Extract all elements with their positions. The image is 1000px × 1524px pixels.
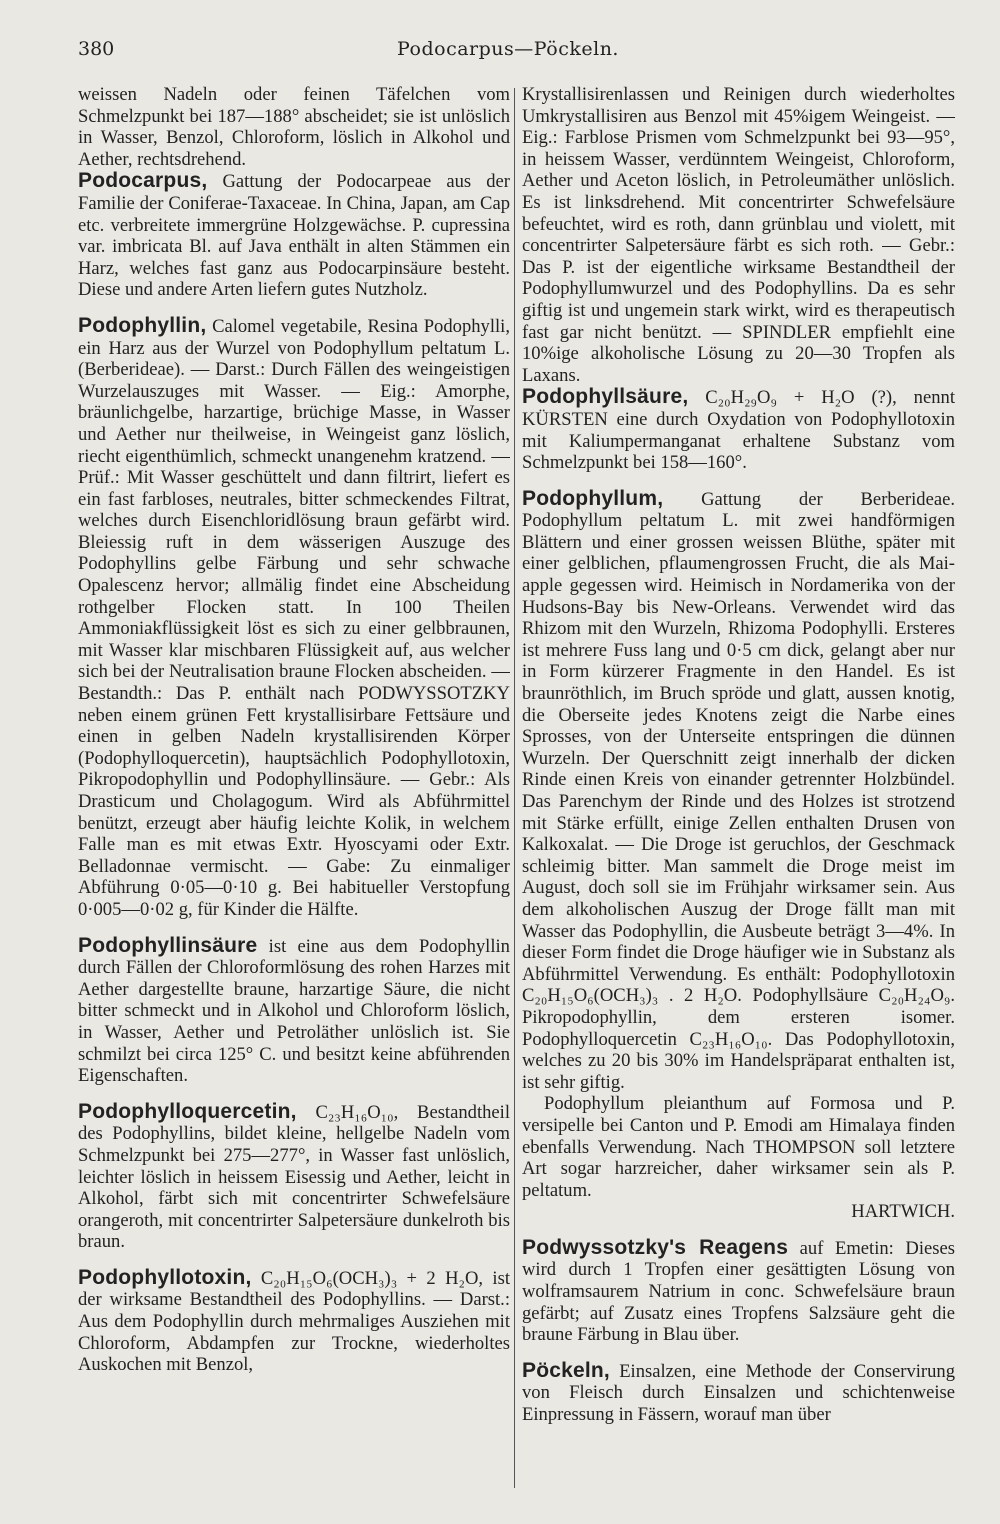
running-head: Podocarpus—Pöckeln. xyxy=(397,38,619,60)
entry-podophyllsaeure xyxy=(522,386,955,473)
entry-headword: Podophylloquercetin, xyxy=(78,1099,297,1123)
entry-headword: Podophyllotoxin, xyxy=(78,1265,252,1289)
entry-text: C₂₀H₁₅O₆(OCH₃)₃ + 2 H₂O, ist der wirksame Bestandtheil des Podophyllins. — Darst.: Aus dem Podophyllin durch mehrmaliges Ausziehen mit Chloroform, Abdampfen zur Trockne, wiederholtes Auskochen mit Benzol, xyxy=(78,1267,510,1376)
entry-text: Gattung der Podocarpeae aus der Familie der Coniferae-Taxaceae. In China, Japan, am Cap etc. verbreitete immergrüne Holzgewächse. P. cupressina var. imbricata Bl. auf Java enthält in alten Stämmen ein Harz, welches fast ganz aus Podocarpinsäure besteht. Diese und andere Arten liefern gutes Nutzholz. xyxy=(78,171,510,301)
entry-podophyllin xyxy=(78,315,510,921)
entry-headword: Podophyllum, xyxy=(522,486,664,510)
entry-text: C₂₀H₂₉O₉ + H₂O (?), nennt KÜRSTEN eine durch Oxydation von Podophyllotoxin mit Kaliumpermanganat erhaltene Substanz vom Schmelzpunkt bei 158—160°. xyxy=(522,387,955,474)
page-header xyxy=(78,26,938,66)
entry-text: Calomel vegetabile, Resina Podophylli, ein Harz aus der Wurzel von Podophyllum peltatum L. (Berberideae). — Darst.: Durch Fällen des weingeistigen Wurzelauszuges mit Wasser. — Eig.: Amorphe, bräunlichgelbe, harzartige, brüchige Masse, in Wasser und Aether nur theilweise, in Weingeist ganz löslich, riecht eigenthümlich, schmeckt unangenehm kratzend. — Prüf.: Mit Wasser geschüttelt und dann filtrirt, liefert es ein fast farbloses, neutrales, bitter schmeckendes Filtrat, welches durch Eisenchloridlösung braun gefärbt wird. Bleiessig ruft in dem wässerigen Auszuge des Podophyllins gelbe Färbung und sehr schwache Opalescenz hervor; allmälig findet eine Abscheidung rothgelber Flocken statt. In 100 Theilen Ammoniakflüssigkeit löst es sich zu einer gelbbraunen, mit Wasser klar mischbaren Flüssigkeit auf, aus welcher sich bei der Neutralisation braune Flocken abscheiden. — Bestandth.: Das P. enthält nach PODWYSSOTZKY neben einem grünen Fett krystallisirbare Fettsäure und einen in gelben Nadeln krystallisirenden Körper (Podophylloquercetin), hauptsächlich Podophyllotoxin, Pikropodophyllin und Podophyllinsäure. — Gebr.: Als Drasticum und Cholagogum. Wird als Abführmittel benützt, erzeugt aber häufig leichte Kolik, in welchem Falle man es mit etwas Extr. Hyoscyami oder Extr. Belladonnae vermischt. — Gabe: Zu einmaliger Abführung 0·05—0·10 g. Bei habitueller Verstopfung 0·005—0·02 g, für Kinder die Hälfte. xyxy=(78,315,510,920)
page-number: 380 xyxy=(78,38,115,60)
right-column xyxy=(522,84,955,1504)
left-column xyxy=(78,84,510,1504)
entry-podophyllinsaeure xyxy=(78,935,510,1087)
entry-text: auf Emetin: Dieses wird durch 1 Tropfen einer gesättigten Lösung von wolframsaurem Natrium in conc. Schwefelsäure braun gefärbt; auf Zusatz eines Tropfens Salzsäure geht die braune Färbung in Blau über. xyxy=(522,1237,955,1346)
entry-text: C₂₃H₁₆O₁₀, Bestandtheil des Podophyllins, bildet kleine, hellgelbe Nadeln vom Schmelzpunkt bei 275—277°, in Wasser fast unlöslich, leichter löslich in heissem Eisessig und Aether, leicht in Alkohol, färbt sich mit concentrirter Schwefelsäure orangeroth, mit concentrirter Salpetersäure dunkelroth bis braun. xyxy=(78,1101,510,1253)
entry-text: Einsalzen, eine Methode der Conservirung von Fleisch durch Einsalzen und schichtenweise Einpressung in Fässern, worauf man über xyxy=(522,1360,955,1426)
entry-text-second-paragraph: Podophyllum pleianthum auf Formosa und P. versipelle bei Canton und P. Emodi am Himalaya finden ebenfalls Verwendung. Nach THOMPSON soll letztere Art sogar harzreicher, daher wirksamer sein als P. peltatum. xyxy=(522,1093,955,1201)
entry-headword: Podwyssotzky's Reagens xyxy=(522,1235,789,1259)
entry-headword: Pöckeln, xyxy=(522,1358,610,1382)
entry-text: Gattung der Berberideae. Podophyllum peltatum L. mit zwei handförmigen Blättern und einer grossen weissen Blüthe, später mit einer gelblichen, pflaumengrossen Frucht, die als Mai-apple gegessen wird. Heimisch in Nordamerika von der Hudsons-Bay bis New-Orleans. Verwendet wird das Rhizom mit den Wurzeln, Rhizoma Podophylli. Ersteres ist mehrere Fuss lang und 0·5 cm dick, gelangt aber nur in Form kürzerer Fragmente in den Handel. Es ist braunröthlich, im Bruch spröde und glatt, aussen knotig, die Oberseite jedes Knotens zeigt die Narbe eines Sprosses, von der Unterseite entspringen die dünnen Wurzeln. Der Querschnitt zeigt innerhalb der dicken Rinde einen Kreis von einander getrennter Holzbündel. Das Parenchym der Rinde und des Holzes ist strotzend mit Stärke erfüllt, einige Zellen enthalten Drusen von Kalkoxalat. — Die Droge ist geruchlos, der Geschmack schleimig bitter. Man sammelt die Droge meist im August, doch soll sie im Frühjahr wirksamer sein. Aus dem alkoholischen Auszug der Droge fällt man mit Wasser das Podophyllin, die Ausbeute beträgt 3—4%. In dieser Form findet die Droge häufiger wie in Substanz als Abführmittel Verwendung. Es enthält: Podophyllotoxin C₂₀H₁₅O₆(OCH₃)₃ . 2 H₂O. Podophyllsäure C₂₀H₂₄O₉. Pikropodophyllin, dem ersteren isomer. Podophylloquercetin C₂₃H₁₆O₁₀. Das Podophyllotoxin, welches zu 20 bis 30% im Handelspräparat enthalten ist, ist sehr giftig. xyxy=(522,488,955,1093)
entry-podophyllum xyxy=(522,488,955,1223)
entry-poeckeln xyxy=(522,1360,955,1426)
entry-headword: Podophyllinsäure xyxy=(78,933,258,957)
column-divider xyxy=(514,88,515,1488)
entry-podophylloquercetin xyxy=(78,1101,510,1253)
entry-podophyllotoxin xyxy=(78,1267,510,1376)
continuation-text: weissen Nadeln oder feinen Täfelchen vom Schmelzpunkt bei 187—188° abscheidet; sie ist unlöslich in Wasser, Benzol, Chloroform, löslich in Alkohol und Aether, rechtsdrehend. xyxy=(78,84,510,170)
entry-headword: Podocarpus, xyxy=(78,169,208,193)
entry-headword: Podophyllin, xyxy=(78,313,207,337)
entry-text: ist eine aus dem Podophyllin durch Fällen der Chloroformlösung des rohen Harzes mit Aether dargestellte braune, harzartige Säure, die nicht bitter schmeckt und in Alkohol und Chloroform löslich, in Wasser, Aether und Petroläther unlöslich ist. Sie schmilzt bei circa 125° C. und besitzt keine abführenden Eigenschaften. xyxy=(78,935,510,1087)
continuation-text: Krystallisirenlassen und Reinigen durch wiederholtes Umkrystallisiren aus Benzol mit 45%igem Weingeist. — Eig.: Farblose Prismen vom Schmelzpunkt bei 93—95°, in heissem Wasser, verdünntem Weingeist, Chloroform, Aether und Aceton löslich, in Petroleumäther unlöslich. Es ist linksdrehend. Mit concentrirter Schwefelsäure befeuchtet, wird es roth, dann grünblau und violett, mit concentrirter Salpetersäure färbt es sich roth. — Gebr.: Das P. ist der eigentliche wirksame Bestandtheil der Podophyllumwurzel und des Podophyllins. Da es sehr giftig ist und ungemein stark wirkt, wird es therapeutisch fast gar nicht benützt. — SPINDLER empfiehlt eine 10%ige alkoholische Lösung zu 20—30 Tropfen als Laxans. xyxy=(522,84,955,386)
author-signature: HARTWICH. xyxy=(851,1201,955,1223)
entry-headword: Podophyllsäure, xyxy=(522,385,689,409)
entry-podocarpus xyxy=(78,170,510,301)
entry-podwyssotzky-reagens xyxy=(522,1237,955,1346)
